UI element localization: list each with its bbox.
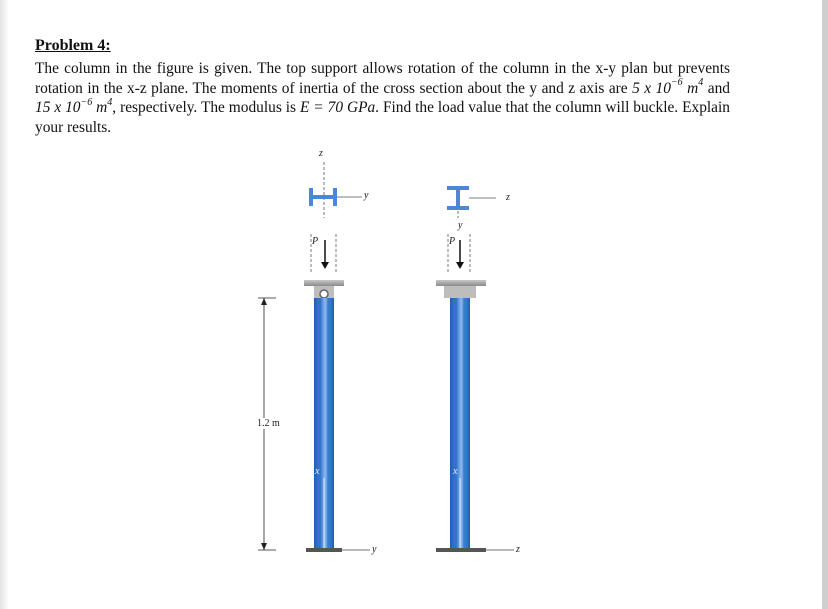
text-line-4: load value that the column will buckle. Explain your results. bbox=[35, 99, 730, 136]
right-z-top-label: z bbox=[506, 192, 510, 203]
column-figure bbox=[220, 148, 560, 568]
left-x-label: x bbox=[315, 466, 320, 477]
problem-text bbox=[35, 59, 730, 137]
left-top-support bbox=[304, 280, 344, 286]
problem-heading: Problem 4: bbox=[35, 37, 111, 54]
text-line-2: but prevents rotation in the x-z plane. The moments of inertia of the cross section about the y and bbox=[35, 60, 730, 97]
left-z-top-label: z bbox=[319, 148, 323, 159]
find-text: . Find the bbox=[375, 99, 434, 116]
page-edge-shadow bbox=[0, 0, 9, 609]
right-load-label: P bbox=[449, 236, 456, 247]
scrollbar[interactable] bbox=[822, 0, 828, 609]
right-y-top-label: y bbox=[458, 220, 463, 231]
right-top-support bbox=[436, 280, 486, 286]
left-base bbox=[306, 548, 342, 552]
left-column-assembly bbox=[258, 162, 370, 552]
problem-statement bbox=[35, 36, 730, 137]
text-line-1: The column in the figure is given. The top support allows rotation of the column in the x-y plan bbox=[35, 60, 648, 77]
right-cross-section-icon bbox=[447, 186, 469, 210]
right-x-label: x bbox=[453, 466, 458, 477]
iz-value: 15 x $10^{-6}$ $m^4$ bbox=[35, 96, 113, 116]
left-y-bottom-label: y bbox=[372, 544, 377, 555]
left-load-label: P bbox=[312, 236, 319, 247]
right-column-assembly bbox=[436, 186, 514, 552]
right-z-bottom-label: z bbox=[516, 544, 520, 555]
modulus-expression: E = 70 GPa bbox=[299, 99, 376, 116]
respectively-text: , respectively. The modulus is bbox=[112, 99, 297, 116]
column-diagram bbox=[220, 148, 560, 568]
iy-value: 5 x $10^{-6}$ $m^4$ bbox=[632, 77, 704, 97]
text-line-3: z axis are bbox=[568, 79, 628, 97]
left-y-top-label: y bbox=[364, 190, 369, 201]
left-cross-section-icon bbox=[309, 188, 337, 206]
length-label: 1.2 m bbox=[257, 418, 280, 429]
and-word: and bbox=[707, 79, 730, 97]
right-base bbox=[436, 548, 486, 552]
